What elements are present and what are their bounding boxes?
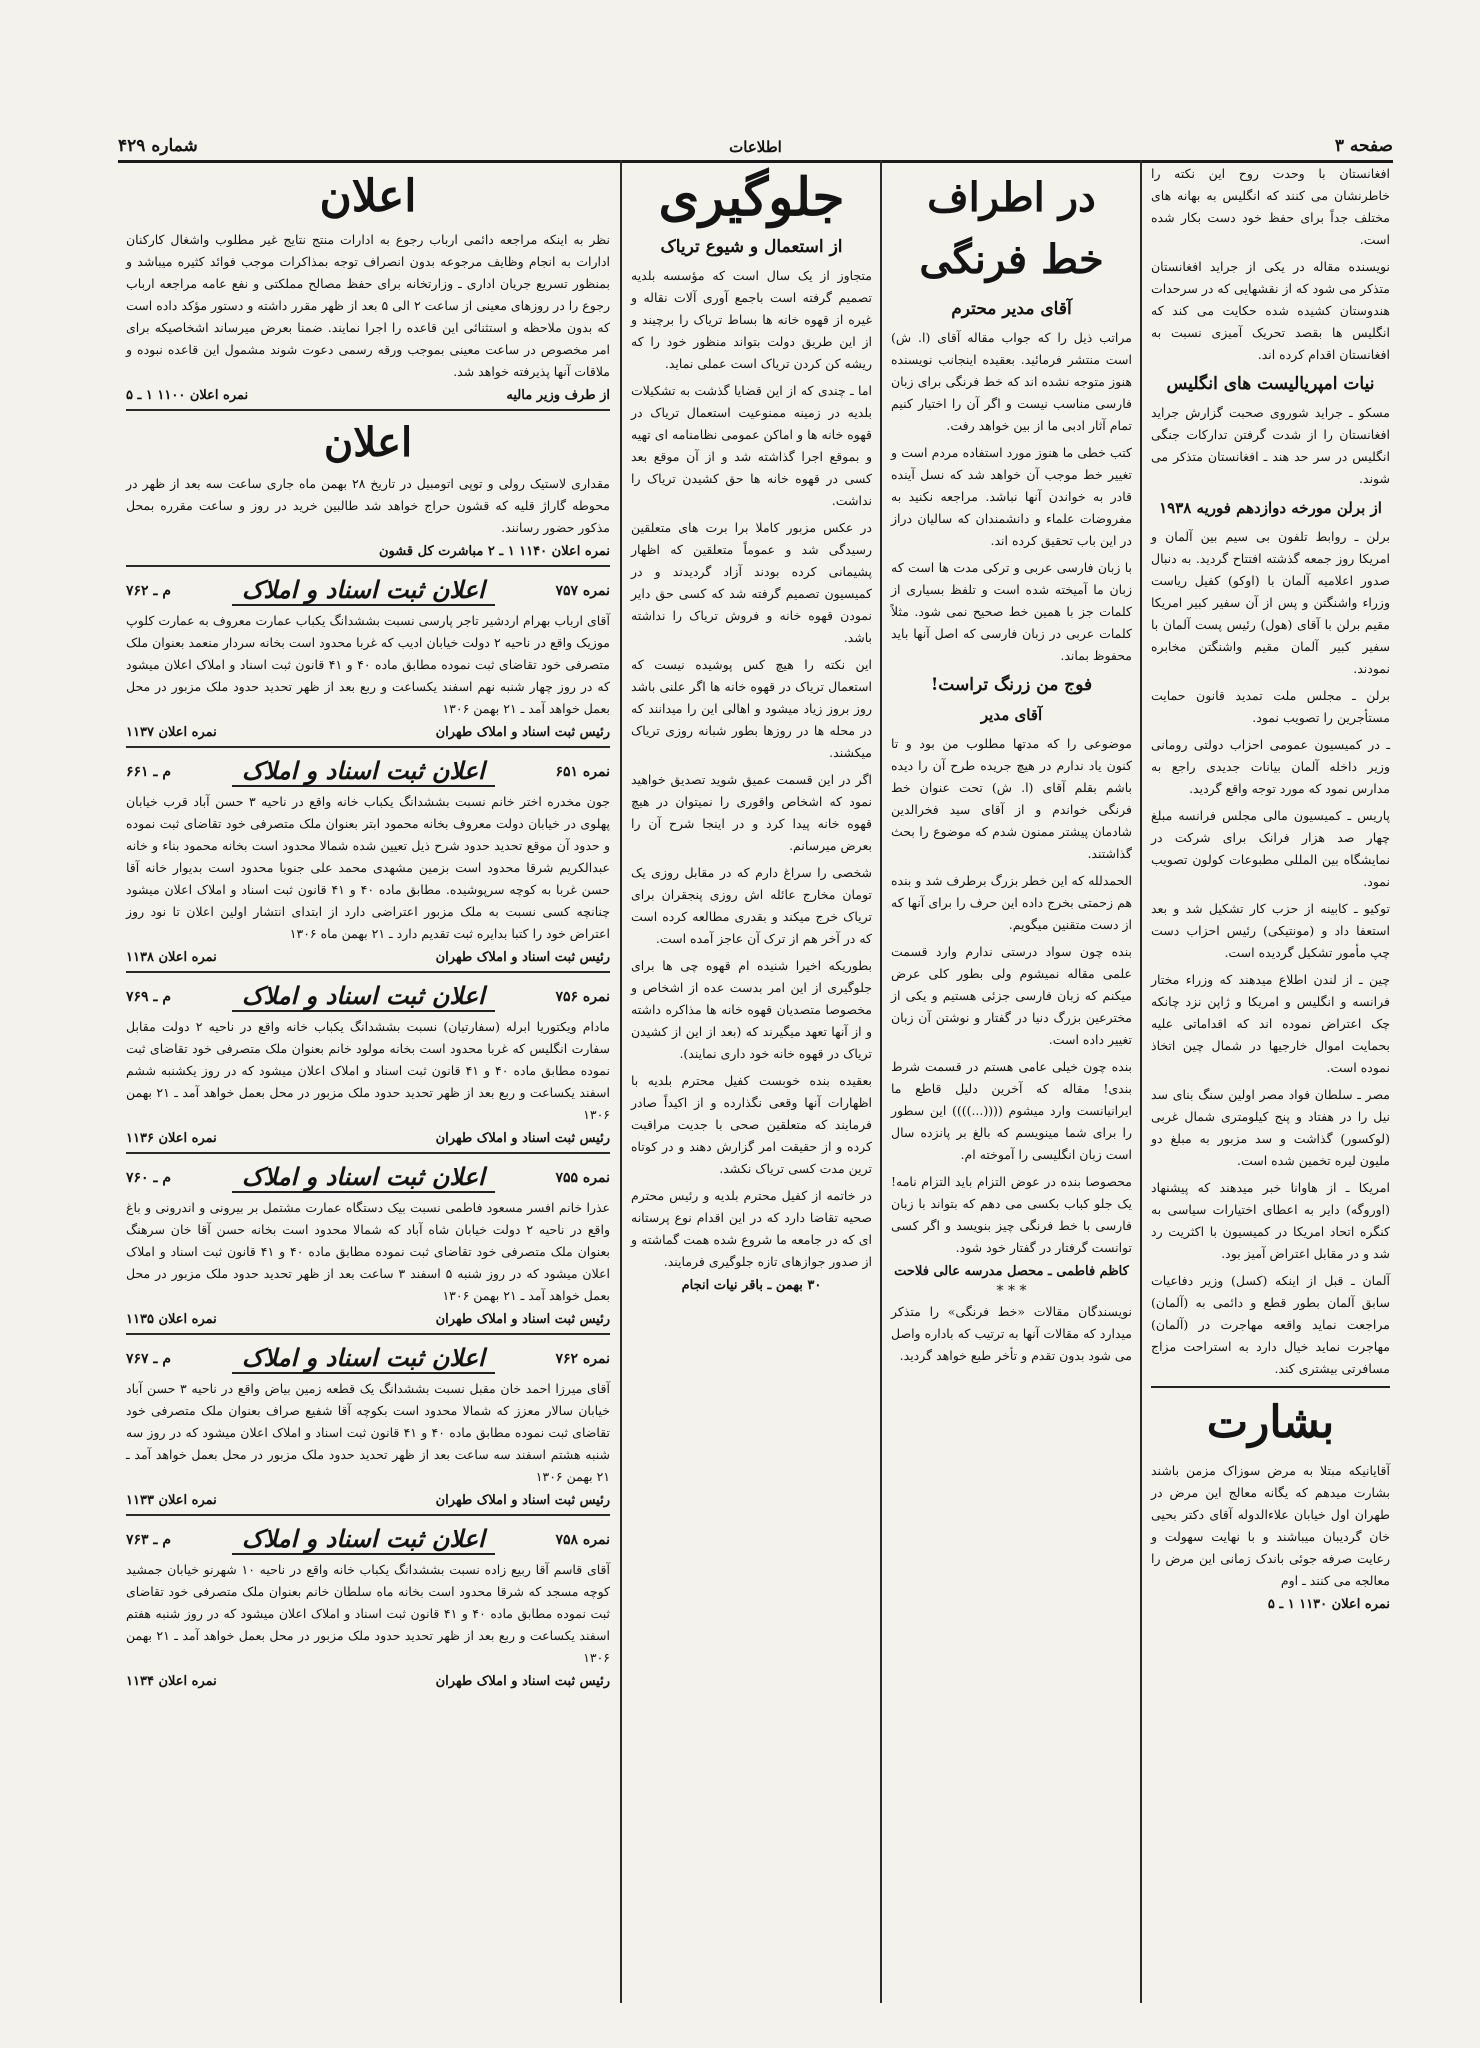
paragraph: متجاوز از یک سال است که مؤسسه بلدیه تصمیم گرفته است باجمع آوری آلات نقاله و غیره از قهوه خانه ها بساط تریاک را برچیند و از این طریق دولت بتواند منظور خود را که ریشه کن کردن تریاک است عملی نماید.	[631, 268, 872, 371]
notice-title: بشارت	[1206, 1397, 1335, 1448]
paragraph: الحمدلله که این خطر بزرگ برطرف شد و بنده هم زحمتی بخرج داده این حرف را برای آنها که از دست متقنین میگویم.	[891, 873, 1132, 932]
paragraph: اما ـ چندی که از این قضایا گذشت به تشکیلات بلدیه در زمینه ممنوعیت استعمال تریاک در قهوه خانه ها و اماکن عمومی نظامنامه ای تهیه و بموقع اجرا گذاشته شد و از آن موقع بعد کسی در قهوه خانه ها حق کشیدن تریاک را نداشت.	[631, 383, 872, 508]
news-item: چین ـ از لندن اطلاع میدهند که وزراء مختار فرانسه و انگلیس و امریکا و ژاپن نزد چانکه چک اعتراض نموده اند که اقداماتی علیه بحمایت اموال خارجیها در شمال چین اتخاذ نموده است.	[1151, 972, 1390, 1075]
salutation: آقای مدیر	[980, 706, 1043, 724]
paragraph: در عکس مزبور کاملا برا برت های متعلقین رسیدگی شد و عموماً متعلقین که اظهار پشیمانی کرده بودند آزاد گردیدند و در کمیسیون تصمیم گرفته شد که کسی حق دایر نمودن قهوه خانه و فروش تریاک را نداشته باشد.	[631, 520, 872, 645]
news-item: برلن ـ مجلس ملت تمدید قانون حمایت مستأجرین را تصویب نمود.	[1151, 688, 1390, 725]
paragraph: بنده چون سواد درستی ندارم وارد قسمت علمی مقاله نمیشوم ولی بطور کلی عرض میکنم که زبان فارسی جزئی هستیم و یکی از مخترعین بزرگ دنیا در گفتار و نوشتن آن زبان تغییر داده است.	[891, 944, 1132, 1047]
news-item: مصر ـ سلطان فواد مصر اولین سنگ بنای سد نیل را در هفتاد و پنج کیلومتری شمال غربی (لوکسور) گذاشت و سد مزبور به مبلغ دو ملیون لیره تخمین شده است.	[1151, 1087, 1390, 1168]
subheading: فوج من زرنگ تراست!	[930, 675, 1093, 695]
article-subhead: از استعمال و شیوع تریاک	[660, 237, 843, 257]
news-item: آلمان ـ قبل از اینکه (کسل) وزیر دفاعیات سابق آلمان بطور قطع و دائمی به (آلمان) مراجعت نماید واقعه مهاجرت در (آلمان) مهاجرت نماید خیال دارد به استراحت مزاج مسافرتی بیشتری کند.	[1151, 1273, 1390, 1376]
registry-signature: رئیس ثبت اسناد و املاک طهران	[435, 725, 610, 740]
news-item: برلن ـ روابط تلفون بی سیم بین آلمان و امریکا روز جمعه گذشته افتتاح گردید. به دنبال صدور اعلامیه آلمان با (اوکو) کفیل ریاست وزراء واشنگتن و پس از آن سفیر کبیر امریکا مقیم برلن با آقای (هول) رئیس پست آلمان با سفیر کبیر آلمان مقیم واشنگتن مخابره نمودند.	[1151, 529, 1390, 676]
separator-stars: * * *	[996, 1283, 1027, 1299]
registry-text: آقای میرزا احمد خان مقبل نسبت بششدانگ یک قطعه زمین بیاض واقع در ناحیه ۳ حسن آباد خیابان سالار معزز که شمالا محدود است بکوچه آقا شفیع صراف بعنوان ملک متصرفی خود تقاضای ثبت نموده مطابق ماده ۴۰ و ۴۱ قانون ثبت اسناد و املاک اعلان میشود که در روز سه شنبه هشتم اسفند سه ساعت بعد از ظهر تحدید حدود ملک مزبور در محل بعمل خواهد آمد ـ ۲۱ بهمن ۱۳۰۶	[126, 1381, 610, 1484]
registry-code: م ـ ۷۶۰	[126, 1169, 172, 1186]
notice-footer-text: نمره اعلان ۱۱۳۰ ۱ ـ ۵	[1267, 1597, 1390, 1612]
registry-title: اعلان ثبت اسناد و املاک	[232, 1343, 495, 1374]
paragraph: بنده چون خیلی عامی هستم در قسمت شرط بندی! مقاله که آخرین دلیل قاطع ما ایرانیانست وارد میشوم ((((...)))) این سطور را برای شما مینویسم که بالغ بر پانزده سال است زبان انگلیسی را آموخته ام.	[891, 1059, 1132, 1162]
registry-notice	[126, 973, 610, 1154]
registry-title: اعلان ثبت اسناد و املاک	[232, 756, 495, 787]
notice-number: نمره اعلان ۱۱۳۶	[126, 1131, 217, 1146]
paragraph: نویسنده مقاله در یکی از جراید افغانستان متذکر می شود که از نقشهایی که در سرحدات هندوستان کشیده شده حکایت می کند که انگلیس ها بقصد تحریک آمیزی نسبت به افغانستان اقدام کرده اند.	[1150, 259, 1390, 362]
paragraph: افغانستان با وحدت روح این نکته را خاطرنشان می کنند که انگلیس به بهانه های مختلف جداً برای حفظ خود دست بکار شده است.	[1151, 166, 1390, 247]
paragraph: مسکو ـ جراید شوروی صحبت گزارش جراید افغانستان را از شدت گرفتن تدارکات جنگی انگلیس در سر حد هند ـ افغانستان متذکر می شوند.	[1151, 405, 1390, 486]
notice-number: نمره اعلان ۱۱۳۳	[126, 1493, 217, 1508]
notice-number: نمره اعلان ۱۱۳۷	[126, 725, 217, 740]
paragraph: آقایانیکه مبتلا به مرض سوزاک مزمن باشند بشارت میدهم که یگانه معالج این مرض در طهران اول خیابان علاءالدوله آقای دکتر بحیی خان گردیبان میباشند و با نهایت سهولت و رعایت صرفه جوئی باندک زمانی این مرض را معالجه می کنند ـ اوم	[1151, 1463, 1390, 1588]
registry-title: اعلان ثبت اسناد و املاک	[232, 575, 495, 606]
announcement	[126, 163, 610, 411]
registry-signature: رئیس ثبت اسناد و املاک طهران	[435, 950, 610, 965]
notice-footer	[1151, 1597, 1390, 1612]
announcement	[126, 411, 610, 567]
divider	[1151, 1386, 1390, 1388]
article-headline: در اطراف خط فرنگی	[919, 174, 1104, 283]
page-number: صفحه ۳	[1334, 136, 1393, 156]
announcement-title: اعلان	[323, 419, 413, 466]
registry-signature: رئیس ثبت اسناد و املاک طهران	[435, 1674, 610, 1689]
column-rule	[880, 160, 882, 2003]
registry-title: اعلان ثبت اسناد و املاک	[232, 1524, 495, 1555]
registry-code: م ـ ۶۶۱	[126, 763, 172, 780]
page-header	[118, 128, 1393, 163]
news-item: پاریس ـ کمیسیون مالی مجلس فرانسه مبلغ چهار صد هزار فرانک برای شرکت در نمایشگاه بین المللی مطبوعات کولون تصویب نمود.	[1151, 808, 1390, 889]
announcement-title: اعلان	[319, 171, 417, 222]
paragraph: شخصی را سراغ دارم که در مقابل روزی یک تومان مخارج عائله اش روزی پنجقران برای تریاک خرج میکند و بقدری مطالعه کرده است که در آخر هم از ترک آن عاجز آمده است.	[631, 865, 872, 946]
paragraph: مراتب ذیل را که جواب مقاله آقای (ا. ش) است منتشر فرمائید. بعقیده اینجانب نویسنده هنوز متوجه نشده اند که خط فرنگی برای زبان فارسی مناسب نیست و اگر آن را اختیار کنیم تمام آثار ادبی ما از بین خواهد رفت.	[891, 330, 1132, 433]
notice-number: نمره اعلان ۱۱۴۰ ۱ ـ ۲ مباشرت کل قشون	[379, 544, 610, 559]
registry-signature: رئیس ثبت اسناد و املاک طهران	[435, 1493, 610, 1508]
news-item: توکیو ـ کابینه از حزب کار تشکیل شد و بعد استعفا داد و (مونتیکی) رئیس احزاب دست چپ مأمور تشکیل گردیده است.	[1151, 901, 1390, 960]
registry-number: نمره ۷۵۵	[555, 1169, 610, 1186]
registry-title: اعلان ثبت اسناد و املاک	[232, 981, 495, 1012]
registry-text: آقای ارباب بهرام اردشیر تاجر پارسی نسبت بششدانگ یکباب عمارت معروف به عمارت کلوپ موزیک واقع در ناحیه ۲ دولت خیابان ادیب که غربا محدود است بخانه سردار منعمد بعنوان ملک متصرفی خود تقاضای ثبت نموده مطابق ماده ۴۰ و ۴۱ قانون ثبت اسناد و املاک اعلان میشود که در روز چهار شنبه نهم اسفند یکساعت و ربع بعد از ظهر تحدید حدود ملک مزبور در محل بعمل خواهد آمد ـ ۲۱ بهمن ۱۳۰۶	[126, 613, 611, 716]
registry-code: م ـ ۷۶۳	[126, 1531, 172, 1548]
announcement-text: نظر به اینکه مراجعه دائمی ارباب رجوع به ادارات منتج نتایج غیر مطلوب واشغال کارکنان ادارات به انجام وظایف مرجوعه بدون انصراف توجه بمذاکرات موجب فوائد کثیره میباشد و بمنظور تسریع جریان اداری ـ وزارتخانه برای حفظ مصالح مملکتی و نفع عامه مراجعه ارباب رجوع را در روزهای معینی از ساعت ۲ الی ۵ بعد از ظهر مقرر داشته و دستور مؤکد داده است که بدون ملاحظه و استثنائی این قاعده را اجرا نمایند. ضمنا بعرض میرساند اشخاصیکه برای امر مخصوص در ساعت معینی بموجب ورقه رسمی دعوت شوند مشمول این قاعده نبوده و ملاقات آنها پذیرفته خواهد شد.	[126, 232, 610, 379]
news-item: امریکا ـ از هاوانا خبر میدهند که پیشنهاد (اوروگه) دایر به اعطای اختیارات سیاسی به کنگره اتحاد امریکا در کمیسیون با اکثریت رد شد و در مقابل اعتراض آمیز بود.	[1151, 1180, 1390, 1261]
notice-number: نمره اعلان ۱۱۳۴	[126, 1674, 217, 1689]
registry-notice	[126, 1335, 610, 1516]
signature: ۳۰ بهمن ـ باقر نیات انجام	[681, 1278, 822, 1293]
registry-signature: رئیس ثبت اسناد و املاک طهران	[435, 1312, 610, 1327]
paragraph: کتب خطی ما هنوز مورد استفاده مردم است و تغییر خط موجب آن خواهد شد که نسل آینده قادر به خواندن آنها نباشد. مراجعه نکنید به مفروضات علماء و دانشمندان که سالیان دراز در این باب تحقیق کرده اند.	[891, 445, 1132, 548]
registry-text: مادام ویکتوریا ابرله (سفارتیان) نسبت بششدانگ یکباب خانه واقع در ناحیه ۲ دولت مقابل سفارت انگلیس که غربا محدود است بخانه مولود خانم بعنوان ملک متصرفی خود تقاضای ثبت نموده مطابق ماده ۴۰ و ۴۱ قانون ثبت اسناد و املاک اعلان میشود که در روز یکشنبه ششم اسفند یکساعت و ربع بعد از ظهر تحدید حدود ملک مزبور در محل بعمل خواهد آمد ـ ۲۱ بهمن ۱۳۰۶	[126, 1019, 611, 1122]
registry-number: نمره ۷۵۷	[555, 582, 610, 599]
newspaper-name: اطلاعات	[729, 138, 782, 156]
announcement-footer	[126, 388, 610, 403]
registry-notice	[126, 748, 610, 973]
salutation: آقای مدیر محترم	[951, 299, 1072, 319]
notice-number: نمره اعلان ۱۱۳۸	[126, 950, 217, 965]
column-rule	[1140, 160, 1142, 2003]
news-item: ـ در کمیسیون عمومی احزاب دولتی رومانی وزیر داخله آلمان بیانات جدیدی راجع به مدارس نمود که مورد توجه واقع گردید.	[1151, 737, 1390, 796]
registry-signature: رئیس ثبت اسناد و املاک طهران	[435, 1131, 610, 1146]
paragraph: محصوصا بنده در عوض التزام باید التزام نامه! یک جلو کباب بکسی می دهم که بتواند با زبان فارسی با خط فرنگی چیز بنویسد و اگر کسی توانست گرفتار در گفتار خود شود.	[891, 1174, 1132, 1255]
paragraph: نویسندگان مقالات «خط فرنگی» را متذکر میدارد که مقالات آنها به ترتیب که باداره واصل می شود بدون تقدم و تأخر طبع خواهد گردید.	[891, 1304, 1132, 1363]
paragraph: در خاتمه از کفیل محترم بلدیه و رئیس محترم صحیه تقاضا دارد که در این اقدام نوع پرستانه ای که در جامعه ما شروع شده همت گماشته و از صدور جوازهای تازه جلوگیری فرمایند.	[631, 1188, 872, 1269]
issue-number: شماره ۴۲۹	[118, 136, 198, 156]
registry-code: م ـ ۷۶۷	[126, 1350, 172, 1367]
registry-number: نمره ۷۵۶	[555, 988, 610, 1005]
paragraph: با زبان فارسی عربی و ترکی مدت ها است که زبان ما آمیخته شده است و تلفظ بسیاری از کلمات جز با همین خط صحیح نمی شود. مثلاً کلمات عربی در زبان فارسی که اصل آنها باید محفوظ بماند.	[891, 560, 1132, 663]
announcement-text: مقداری لاستیک رولی و توپی اتومبیل در تاریخ ۲۸ بهمن ماه جاری ساعت سه بعد از ظهر در محوطه گاراژ قلیه که قشون حراج خواهد شد طالبین خرید در روز و ساعت مقرره بمحل مذکور حضور رسانند.	[126, 476, 610, 535]
registry-text: آقای قاسم آقا ربیع زاده نسبت بششدانگ یکباب خانه واقع در ناحیه ۱۰ شهرنو خیابان جمشید کوچه مسجد که شرقا محدود است بخانه ماه سلطان خانم بعنوان ملک متصرفی خود تقاضای ثبت نموده مطابق ماده ۴۰ و ۴۱ قانون ثبت اسناد و املاک اعلان میشود که در روز شنبه هفتم اسفند یکساعت و ربع بعد از ظهر تحدید حدود ملک مزبور در محل بعمل خواهد آمد ـ ۲۱ بهمن ۱۳۰۶	[126, 1562, 611, 1665]
article-headline: جلوگیری	[658, 167, 845, 228]
news-title: از برلن مورخه دوازدهم فوریه ۱۹۳۸	[1159, 499, 1382, 517]
paragraph: اگر در این قسمت عمیق شوید تصدیق خواهید نمود که اشخاص واقوری را نمیتوان در هیچ قهوه خانه پیدا کرد و در اینجا شرح آن را بعرض میرسانم.	[631, 772, 872, 853]
paragraph: این نکته را هیچ کس پوشیده نیست که استعمال تریاک در قهوه خانه ها اگر علنی باشد روز بروز زیاد میشود و اهالی این را میدانند که در محله ها در روزها بطور شبانه روزی تریاک میکشند.	[631, 657, 872, 760]
registry-notice	[126, 1516, 610, 1695]
paragraph: موضوعی را که مدتها مطلوب من بود و تا کنون یاد ندارم در هیچ جریده طرح آن را دیده باشم بقلم آقای (ا. ش) تحت عنوان خط فرنگی خواندم و از آقای سید فخرالدین شادمان پیشتر ممنون شدم که موضوع را بحث گذاشتند.	[891, 736, 1132, 861]
registry-title: اعلان ثبت اسناد و املاک	[232, 1162, 495, 1193]
notice-number: نمره اعلان ۱۱۰۰ ۱ ـ ۵	[126, 388, 249, 403]
registry-text: جون مخدره اختر خانم نسبت بششدانگ یکباب خانه واقع در ناحیه ۳ حسن آباد قرب خیابان پهلوی در خیابان دولت معروف بخانه محمود ابتر بعنوان ملک متصرفی خود تقاضای ثبت نموده و حدود آن موقع تحدید حدود شرح ذیل تعیین شده شمالا محدود است بخانه محمود بناء و خانه عبدالکریم شرقا محدود است بزمین مشهدی محمد علی جنوبا محدود است بدیوار خانه آقا حسن غربا به کوچه سرپوشیده. مطابق ماده ۴۰ و ۴۱ قانون ثبت اسناد و املاک اعلان میشود چنانچه کسی نسبت به ملک مزبور اعتراضی دارد از ابتدای انتشار اولین اعلان تا نود روز اعتراض خود را کتبا بدایره ثبت تقدیم دارد ـ ۲۱ بهمن ماه ۱۳۰۶	[126, 794, 611, 941]
registry-notice	[126, 1154, 610, 1335]
registry-notice	[126, 567, 610, 748]
announcement-footer	[126, 544, 610, 559]
column-article-opium	[623, 163, 880, 2003]
notice-number: نمره اعلان ۱۱۳۵	[126, 1312, 217, 1327]
signature: کاظم فاطمی ـ محصل مدرسه عالی فلاحت	[894, 1264, 1129, 1279]
column-news	[1143, 163, 1398, 2003]
registry-number: نمره ۷۶۲	[555, 1350, 610, 1367]
issuer: از طرف وزیر مالیه	[506, 388, 610, 403]
registry-text: عذرا خانم افسر مسعود فاطمی نسبت بیک دستگاه عمارت مشتمل بر بیرونی و اندرونی و باغ واقع در ناحیه ۲ دولت خیابان شاه آباد که شمالا محدود است بخانه حسن آقا خان سرهنگ بعنوان ملک متصرفی خود تقاضای ثبت نموده مطابق ماده ۴۰ و ۴۱ قانون ثبت اسناد و املاک اعلان میشود که در روز شنبه ۵ اسفند ۳ ساعت بعد از ظهر تحدید حدود ملک مزبور در محل بعمل خواهد آمد ـ ۲۱ بهمن ۱۳۰۶	[126, 1200, 610, 1303]
registry-code: م ـ ۷۶۹	[126, 988, 172, 1005]
column-rule	[620, 160, 622, 2003]
column-article-script	[883, 163, 1140, 2003]
section-title: نیات امپریالیست های انگلیس	[1166, 374, 1375, 394]
column-announcements	[118, 163, 618, 2003]
registry-code: م ـ ۷۶۲	[126, 582, 172, 599]
registry-number: نمره ۷۵۸	[555, 1531, 610, 1548]
paragraph: بطوریکه اخیرا شنیده ام قهوه چی ها برای جلوگیری از این امر بدست عده از اشخاص و مخصوصا متصدیان قهوه خانه ها مذاکره داشته و از آنها تعهد میگیرند که (بعد از این از کشیدن تریاک در قهوه خانه خود داری نمایند).	[631, 958, 872, 1061]
registry-number: نمره ۶۵۱	[555, 763, 610, 780]
paragraph: بعقیده بنده خوبست کفیل محترم بلدیه با اظهارات آنها وقعی نگذارده و از اکیداً صادر فرمایند که متعلقین صحی با جدیت مراقبت کرده و از حقیقت امر گزارش دهند و در کوتاه ترین مدت کسی تریاک نکشد.	[631, 1073, 872, 1176]
